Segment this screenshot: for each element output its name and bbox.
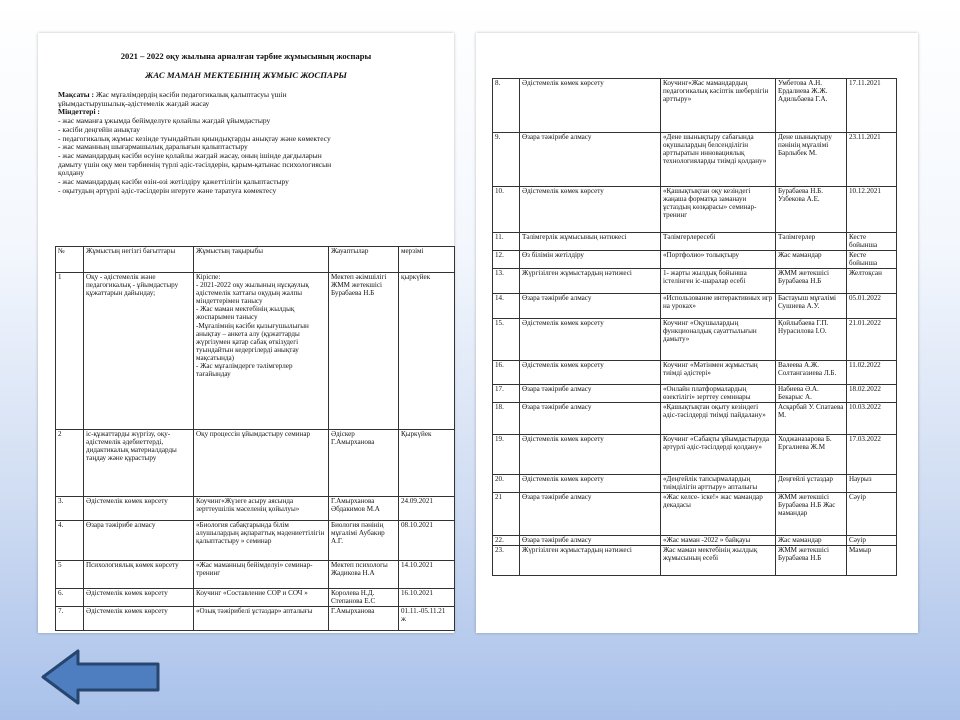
task-line: қолдану: [58, 169, 84, 178]
cell-num: 12.: [493, 251, 520, 269]
cell-deadline: Желтоқсан: [847, 269, 897, 294]
cell-responsible: ЖММ жетекшісі Бурабаева Н.Б Жас мамандар: [776, 493, 847, 536]
table-row: [493, 251, 897, 269]
table-row: [493, 435, 897, 475]
cell-responsible: Бурабаева Н.Б. Узбекова А.Е.: [776, 187, 847, 233]
cell-direction: Өзара тәжірибе алмасу: [520, 133, 661, 187]
cell-deadline: Мамыр: [847, 546, 897, 576]
cell-responsible: Мектеп психологы Жадикова Н.А: [329, 561, 399, 589]
cell-num: 1: [56, 273, 84, 430]
cell-num: 17.: [493, 385, 520, 403]
cell-num: 15.: [493, 319, 520, 361]
cell-topic: Коучинг «Оқушылардың функционалдық сауаттылығын дамыту»: [661, 319, 776, 361]
cell-deadline: 14.10.2021: [399, 561, 455, 589]
cell-topic: «Портфолио» толықтыру: [661, 251, 776, 269]
table-row: [56, 589, 455, 607]
cell-deadline: Сәуір: [847, 493, 897, 536]
cell-topic: Коучинг«Жас мамандардың педагогикалық кәсіптік шеберлігін арттыру»: [661, 79, 776, 133]
cell-direction: Әдістемелік көмек көрсету: [520, 79, 661, 133]
cell-direction: Өзара тәжірибе алмасу: [520, 536, 661, 546]
cell-deadline: Кесте бойынша: [847, 251, 897, 269]
table-row: [56, 273, 455, 430]
table-row: [493, 133, 897, 187]
cell-num: 14.: [493, 294, 520, 319]
cell-topic: «Онлайн платформалардың өзектілігі» зерттеу семинары: [661, 385, 776, 403]
task-line: дамыту үшін оқу мен тәрбиенің түрлі әдіс-тәсілдерін, қарым-қатынас психологиясын: [58, 160, 332, 169]
table-row: [56, 607, 455, 631]
document-page-left: [38, 33, 454, 633]
cell-num: 9.: [493, 133, 520, 187]
cell-deadline: Кесте бойынша: [847, 233, 897, 251]
cell-responsible: Жас мамандар: [776, 251, 847, 269]
cell-responsible: Мектеп әкімшілігі ЖММ жетекшісі Бурабаева Н.Б: [329, 273, 399, 430]
table-row: [493, 385, 897, 403]
table-row: [493, 403, 897, 435]
back-arrow-icon[interactable]: [40, 648, 162, 706]
cell-direction: Өзара тәжірибе алмасу: [84, 521, 194, 561]
cell-direction: іс-құжаттарды жүргізу, оқу-әдістемелік әдебиеттерді, дидактикалық материалдарды таңдау және құрастыру: [84, 430, 194, 497]
tasks-label: Міндеттері :: [58, 108, 100, 117]
cell-responsible: Г.Амырханова: [329, 607, 399, 631]
cell-deadline: 21.01.2022: [847, 319, 897, 361]
cell-deadline: 24.09.2021: [399, 497, 455, 521]
cell-num: 21: [493, 493, 520, 536]
cell-num: 10.: [493, 187, 520, 233]
cell-direction: Әдістемелік көмек көрсету: [84, 497, 194, 521]
cell-responsible: Тәлімгерлер: [776, 233, 847, 251]
cell-responsible: ЖММ жетекшісі Бурабаева Н.Б: [776, 546, 847, 576]
cell-responsible: Бастауыш мұғалімі Сушиева А.У.: [776, 294, 847, 319]
cell-num: 2: [56, 430, 84, 497]
goals-and-tasks: [58, 91, 434, 195]
cell-direction: Әдістемелік көмек көрсету: [520, 187, 661, 233]
back-arrow-shape[interactable]: [43, 651, 158, 703]
cell-deadline: 16.10.2021: [399, 589, 455, 607]
table-row: [493, 493, 897, 536]
header-deadline: мерзімі: [399, 247, 455, 273]
task-line: - оқытудың әртүрлі әдіс-тәсілдерін игеруге және таратуға көмектесу: [58, 186, 277, 195]
cell-responsible: Ходжаназарова Б. Ергалиева Ж.М: [776, 435, 847, 475]
table-row: [56, 561, 455, 589]
cell-direction: Жүргізілген жұмыстардың нәтижесі: [520, 269, 661, 294]
cell-deadline: 11.02.2022: [847, 361, 897, 385]
goal-line-2: ұйымдастырушылық-әдістемелік жағдай жасау: [58, 99, 210, 108]
cell-topic: Кіріспе: - 2021-2022 оқу жылының нұсқаулық әдістемелік хаттағы оқудың жалпы міндеттерімен танысу - Жас маман мектебінің жылдық жоспарымен танысу -Мұғалімнің кәсіби қызығушылығын анықтау – анкета алу (құжаттарды жүргізумен қатар сабақ өткізудегі туындайтын кедергілерді анықтау мақсатында) - Жас мұғалімдерге тәлімгерлер тағайындау: [194, 273, 329, 430]
cell-topic: Оқу процессін ұйымдастыру семинар: [194, 430, 329, 497]
cell-topic: «Қашықтықтан оқыту кезіндегі әдіс-тәсілдерді тиімді пайдалану»: [661, 403, 776, 435]
header-direction: Жұмыстың негізгі бағыттары: [84, 247, 194, 273]
cell-num: 8.: [493, 79, 520, 133]
task-line: - жас маманның шығармашылық даралығын қалыптастыру: [58, 143, 248, 152]
cell-direction: Өзара тәжірибе алмасу: [520, 294, 661, 319]
cell-responsible: ЖММ жетекшісі Бурабаева Н.Б: [776, 269, 847, 294]
cell-responsible: Әдіскер Г.Амырханова: [329, 430, 399, 497]
goal-text-1: Жас мұғалімдердің кәсіби педагогикалық қалыптасуы үшін: [94, 91, 287, 99]
cell-topic: «Озық тәжірибелі ұстаздар» апталығы: [194, 607, 329, 631]
cell-num: 18.: [493, 403, 520, 435]
table-header-row: [56, 247, 455, 273]
cell-deadline: 17.11.2021: [847, 79, 897, 133]
cell-topic: Тәлімгерлересебі: [661, 233, 776, 251]
table-row: [493, 546, 897, 576]
cell-topic: Коучинг«Жүзеге асыру аясында зерттеушілік мәселенің қойылуы»: [194, 497, 329, 521]
cell-deadline: Наурыз: [847, 475, 897, 493]
cell-direction: Психологиялық көмек көрсету: [84, 561, 194, 589]
table-row: [493, 187, 897, 233]
goal-label: Мақсаты :: [58, 91, 95, 99]
cell-num: 19.: [493, 435, 520, 475]
cell-deadline: Сәуір: [847, 536, 897, 546]
cell-num: 16.: [493, 361, 520, 385]
cell-num: 3.: [56, 497, 84, 521]
cell-num: 23.: [493, 546, 520, 576]
table-row: [493, 294, 897, 319]
cell-direction: Тәлімгерлік жұмысының нәтижесі: [520, 233, 661, 251]
cell-num: 4.: [56, 521, 84, 561]
cell-topic: Коучинг «Сабақты ұйымдастыруда әртүрлі әдіс-тәсілдерді қолдану»: [661, 435, 776, 475]
header-num: №: [56, 247, 84, 273]
cell-direction: Әдістемелік көмек көрсету: [84, 607, 194, 631]
cell-deadline: 01.11.-05.11.21 ж: [399, 607, 455, 631]
cell-responsible: Королева Н.Д. Степанова Е.С: [329, 589, 399, 607]
cell-deadline: 10.12.2021: [847, 187, 897, 233]
table-row: [493, 475, 897, 493]
cell-direction: Өзара тәжірибе алмасу: [520, 385, 661, 403]
cell-direction: Әдістемелік көмек көрсету: [520, 361, 661, 385]
cell-responsible: Қойлыбаева Г.П. Нурасилова І.О.: [776, 319, 847, 361]
plan-table-right: [492, 78, 897, 576]
cell-direction: Әдістемелік көмек көрсету: [520, 475, 661, 493]
table-row: [56, 430, 455, 497]
cell-num: 11.: [493, 233, 520, 251]
cell-deadline: 23.11.2021: [847, 133, 897, 187]
cell-direction: Өз білімін жетілдіру: [520, 251, 661, 269]
table-row: [493, 233, 897, 251]
task-line: - кәсіби деңгейін анықтау: [58, 125, 141, 134]
header-responsible: Жауаптылар: [329, 247, 399, 273]
cell-topic: «Биология сабақтарында білім алушылардың ақпараттық мәдениеттілігін қалыптастыру » семинар: [194, 521, 329, 561]
cell-num: 22.: [493, 536, 520, 546]
cell-responsible: Г.Амырханова Әбдакимов М.А: [329, 497, 399, 521]
cell-num: 20.: [493, 475, 520, 493]
task-line: - жас маманға ұжымда бейімделуге қолайлы жағдай ұйымдастыру: [58, 117, 271, 126]
cell-num: 5: [56, 561, 84, 589]
cell-deadline: 05.01.2022: [847, 294, 897, 319]
cell-responsible: Умбетова А.Н. Ердалиева Ж.Ж. Адильбаева Г.А.: [776, 79, 847, 133]
cell-responsible: Валеева А.Ж. Солтангазиева Л.Б.: [776, 361, 847, 385]
cell-deadline: 08.10.2021: [399, 521, 455, 561]
table-row: [56, 521, 455, 561]
header-topic: Жұмыстың тақырыбы: [194, 247, 329, 273]
task-line: - жас мамандардың кәсіби өсуіне қолайлы жағдай жасау, оның ішінде дағдыларын: [58, 151, 322, 160]
cell-topic: «Жас келсе- іске!» жас мамандар декадасы: [661, 493, 776, 536]
cell-responsible: Деңгейлі ұстаздар: [776, 475, 847, 493]
task-line: - педагогикалық жұмыс кезінде туындайтын қиындықтарды анықтау және көмектесу: [58, 134, 331, 143]
cell-deadline: 17.03.2022: [847, 435, 897, 475]
cell-direction: Жүргізілген жұмыстардың нәтижесі: [520, 546, 661, 576]
table-row: [493, 536, 897, 546]
cell-topic: «Деңгейлік тапсырмалардың тиімділігін арттыру» апталығы: [661, 475, 776, 493]
cell-direction: Әдістемелік көмек көрсету: [520, 319, 661, 361]
plan-table-left: [55, 246, 455, 631]
cell-num: 7.: [56, 607, 84, 631]
cell-topic: «Использование интерактивных игр на уроках»: [661, 294, 776, 319]
cell-topic: «Дене шынықтыру сабағында оқушылардың белсенділігін арттыратын инновациялық технологияларды тиімді қолдану»: [661, 133, 776, 187]
cell-direction: Оқу - әдістемелік және педагогикалық - ұйымдастыру құжаттарын дайындау;: [84, 273, 194, 430]
cell-direction: Өзара тәжірибе алмасу: [520, 403, 661, 435]
cell-direction: Әдістемелік көмек көрсету: [520, 435, 661, 475]
cell-responsible: Дене шынықтыру пәнінің мұғалімі Барлыбек М.: [776, 133, 847, 187]
document-title: 2021 – 2022 оқу жылына арналған тәрбие жұмысының жоспары: [120, 51, 372, 61]
cell-direction: Өзара тәжірибе алмасу: [520, 493, 661, 536]
cell-topic: Коучинг «Мәтінмен жұмыстың тиімді әдістері»: [661, 361, 776, 385]
cell-deadline: Қыркүйек: [399, 430, 455, 497]
cell-topic: Жас маман мектебінің жылдық жұмысының есебі: [661, 546, 776, 576]
cell-responsible: Набиева Ә.А. Бекарыс А.: [776, 385, 847, 403]
cell-num: 13.: [493, 269, 520, 294]
cell-direction: Әдістемелік көмек көрсету: [84, 589, 194, 607]
table-row: [493, 79, 897, 133]
table-row: [493, 361, 897, 385]
cell-num: 6.: [56, 589, 84, 607]
document-subtitle: ЖАС МАМАН МЕКТЕБІНІҢ ЖҰМЫС ЖОСПАРЫ: [145, 70, 347, 80]
cell-topic: «Жас маман -2022 » байқауы: [661, 536, 776, 546]
goal-line-1: [58, 91, 434, 100]
cell-deadline: 10.03.2022: [847, 403, 897, 435]
cell-topic: «Қашықтықтан оқу кезіндегі жаңаша форматқа заманауи ұстаздың көзқарасы» семинар-тренинг: [661, 187, 776, 233]
cell-responsible: Жас мамандар: [776, 536, 847, 546]
cell-topic: 1- жарты жылдық бойынша істелінген іс-шаралар есебі: [661, 269, 776, 294]
cell-deadline: 18.02.2022: [847, 385, 897, 403]
cell-responsible: Асқарбай У. Спатаева М.: [776, 403, 847, 435]
cell-deadline: қыркүйек: [399, 273, 455, 430]
table-row: [493, 319, 897, 361]
cell-topic: Коучинг «Составление СОР и СОЧ »: [194, 589, 329, 607]
cell-responsible: Биология пәнінің мұғалімі Аубакир А.Г.: [329, 521, 399, 561]
task-line: - жас мамандардың кәсіби өзін-өзі жетілдіру қажеттілігін қалыптастыру: [58, 178, 289, 187]
cell-topic: «Жас маманның бейімделуі» семинар-тренинг: [194, 561, 329, 589]
document-page-right: [476, 33, 918, 633]
table-row: [493, 269, 897, 294]
table-row: [56, 497, 455, 521]
